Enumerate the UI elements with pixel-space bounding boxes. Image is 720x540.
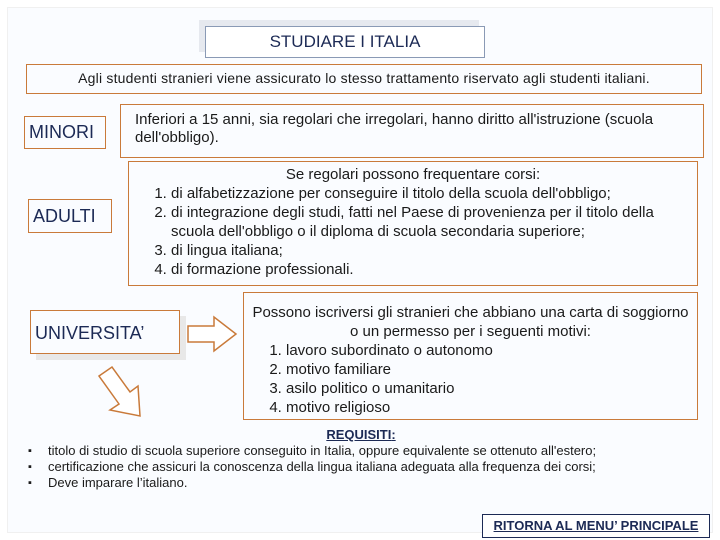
requisiti-title xyxy=(20,427,702,443)
requisiti-section xyxy=(20,427,702,501)
list-item: 1. di alfabetizzazione per conseguire il titolo della scuola dell'obbligo; xyxy=(171,184,691,203)
universita-reason-list xyxy=(250,341,691,417)
universita-heading: Possono iscriversi gli stranieri che abbiano una carta di soggiorno o un permesso per i seguenti motivi: xyxy=(252,304,689,340)
right-arrow-icon xyxy=(186,314,238,354)
list-item: 4. motivo religioso xyxy=(286,398,691,417)
universita-label: UNIVERSITA’ xyxy=(30,310,180,354)
minori-description: Inferiori a 15 anni, sia regolari che irregolari, hanno diritto all'istruzione (scuola dell'obbligo). xyxy=(120,104,704,158)
adulti-course-list xyxy=(135,184,691,279)
list-item: 2. di integrazione degli studi, fatti nel Paese di provenienza per il titolo della scuola dell'obbligo o il diploma di scuola secondaria superiore; xyxy=(171,203,691,241)
list-item: ▪ certificazione che assicuri la conoscenza della lingua italiana adeguata alla frequenza dei corsi; xyxy=(48,459,702,475)
list-item: 3. di lingua italiana; xyxy=(171,241,691,260)
universita-description xyxy=(243,292,698,420)
adulti-description xyxy=(128,161,698,286)
list-item: ▪ Deve imparare l’italiano. xyxy=(48,475,702,491)
intro-text: Agli studenti stranieri viene assicurato lo stesso trattamento riservato agli studenti italiani. xyxy=(26,64,702,94)
list-item: ▪ titolo di studio di scuola superiore conseguito in Italia, oppure equivalente se ottenuto all'estero; xyxy=(48,443,702,459)
list-item: 1. lavoro subordinato o autonomo xyxy=(286,341,691,360)
minori-label: MINORI xyxy=(24,116,106,149)
adulti-label: ADULTI xyxy=(28,199,112,233)
requisiti-title-suffix: : xyxy=(391,427,396,442)
down-right-arrow-icon xyxy=(96,364,156,420)
back-to-menu-link[interactable]: RITORNA AL MENU’ PRINCIPALE xyxy=(482,514,710,538)
requisiti-title-text: REQUISITI xyxy=(326,427,392,442)
requisiti-list xyxy=(20,443,702,491)
list-item: 3. asilo politico o umanitario xyxy=(286,379,691,398)
page-title: STUDIARE I ITALIA xyxy=(205,26,485,58)
adulti-heading: Se regolari possono frequentare corsi: xyxy=(285,166,541,183)
list-item: 4. di formazione professionali. xyxy=(171,260,691,279)
list-item: 2. motivo familiare xyxy=(286,360,691,379)
